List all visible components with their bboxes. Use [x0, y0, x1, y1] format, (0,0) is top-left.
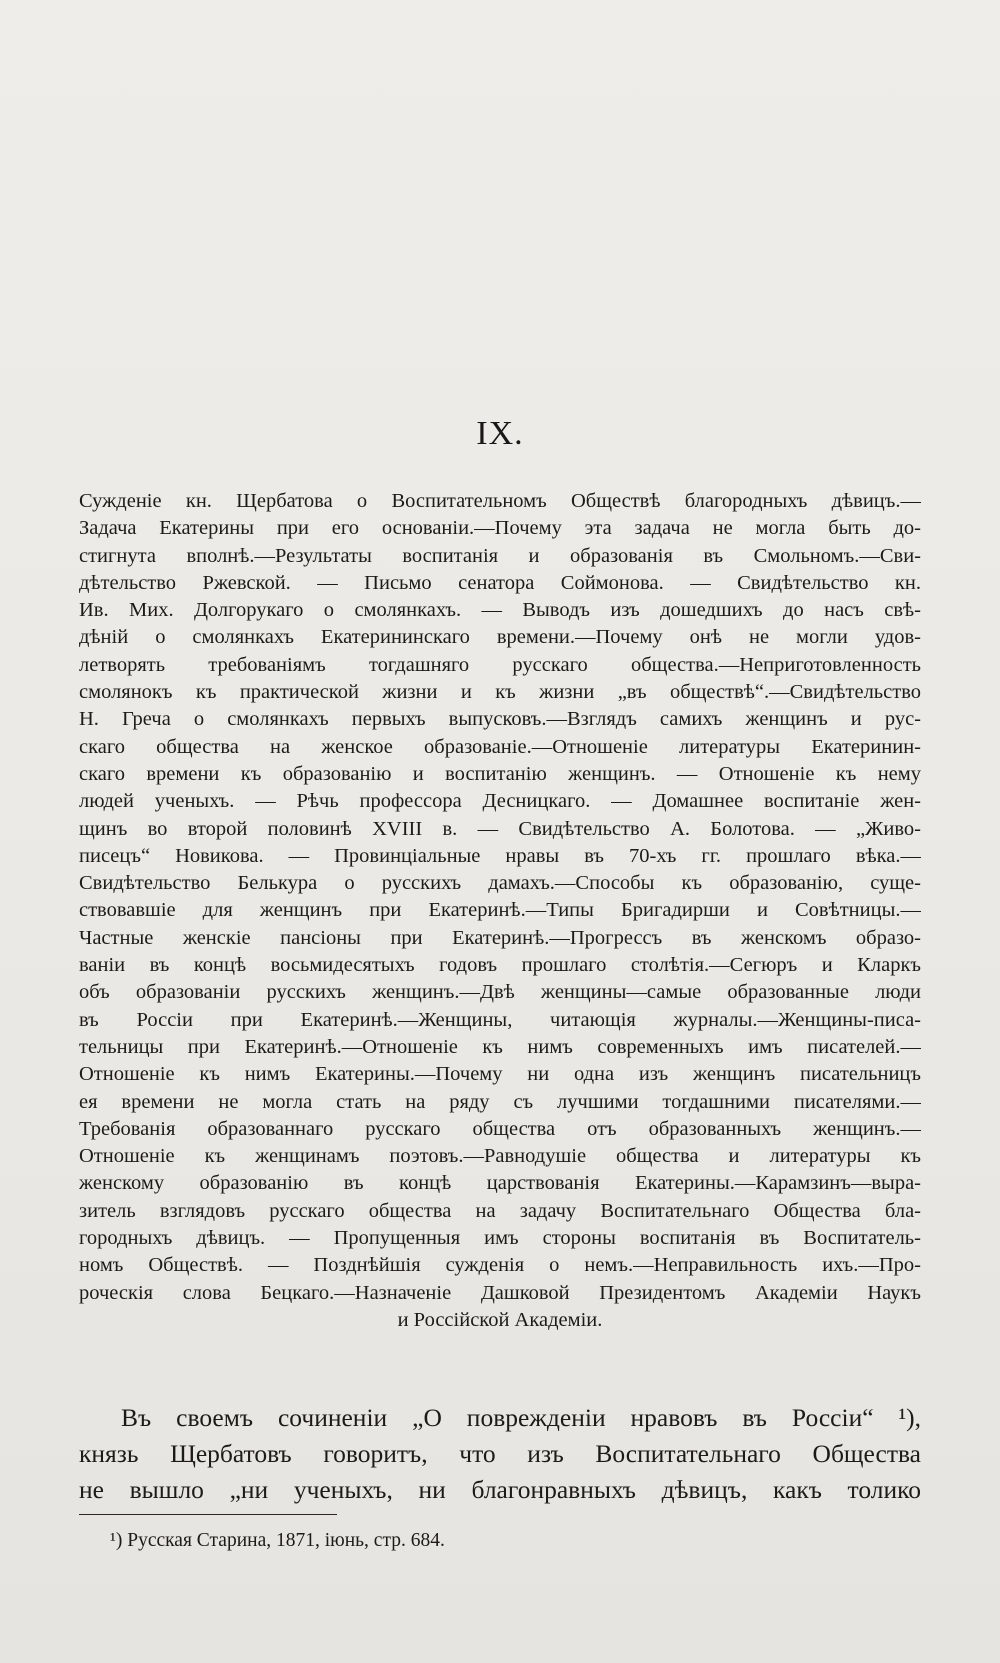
summary-line: стигнута вполнѣ.—Результаты воспитанія и образованія въ Смольномъ.—Сви-	[79, 544, 921, 567]
summary-line: роческія слова Бецкаго.—Назначеніе Дашковой Президентомъ Академіи Наукъ	[79, 1281, 921, 1304]
summary-line: дѣтельство Ржевской. — Письмо сенатора Соймонова. — Свидѣтельство кн.	[79, 571, 921, 594]
chapter-heading: IX.	[476, 415, 524, 452]
summary-line: дѣній о смолянкахъ Екатерининскаго времени.—Почему онѣ не могли удов-	[79, 626, 921, 649]
summary-line: городныхъ дѣвицъ. — Пропущенныя имъ стороны воспитанія въ Воспитатель-	[79, 1227, 921, 1250]
footnote	[110, 1528, 445, 1554]
summary-line: ствовавшіе для женщинъ при Екатеринѣ.—Типы Бригадирши и Совѣтницы.—	[79, 899, 921, 922]
summary-line: женскому образованію въ концѣ царствованія Екатерины.—Карамзинъ—выра-	[79, 1172, 921, 1195]
summary-line: Ив. Мих. Долгорукаго о смолянкахъ. — Выводъ изъ дошедшихъ до насъ свѣ-	[79, 599, 921, 622]
summary-line: скаго общества на женское образованіе.—Отношеніе литературы Екатеринин-	[79, 735, 921, 758]
summary-line: писецъ“ Новикова. — Провинціальные нравы въ 70-хъ гг. прошлаго вѣка.—	[79, 844, 921, 867]
chapter-summary	[79, 488, 921, 1334]
footnote-text: Русская Старина, 1871, іюнь, стр. 684.	[127, 1530, 445, 1551]
summary-line: тельницы при Екатеринѣ.—Отношеніе къ нимъ современныхъ имъ писателей.—	[79, 1035, 921, 1058]
body-line: не вышло „ни ученыхъ, ни благонравныхъ дѣвицъ, какъ толико	[79, 1475, 921, 1504]
summary-line: Н. Греча о смолянкахъ первыхъ выпусковъ.—Взглядъ самихъ женщинъ и рус-	[79, 708, 921, 731]
footnote-marker: ¹)	[110, 1530, 123, 1551]
body-text	[79, 1400, 921, 1508]
summary-line: ваніи въ концѣ восьмидесятыхъ годовъ прошлаго столѣтія.—Сегюръ и Кларкъ	[79, 954, 921, 977]
summary-line: Требованія образованнаго русскаго общества отъ образованныхъ женщинъ.—	[79, 1117, 921, 1140]
summary-line: Отношеніе къ нимъ Екатерины.—Почему ни одна изъ женщинъ писательницъ	[79, 1063, 921, 1086]
summary-line: Свидѣтельство Белькура о русскихъ дамахъ.—Способы къ образованію, суще-	[79, 872, 921, 895]
summary-line: Задача Екатерины при его основаніи.—Почему эта задача не могла быть до-	[79, 517, 921, 540]
summary-line: щинъ во второй половинѣ XVIII в. — Свидѣтельство А. Болотова. — „Живо-	[79, 817, 921, 840]
summary-line: и Россійской Академіи.	[397, 1308, 603, 1331]
summary-line: смолянокъ къ практической жизни и къ жизни „въ обществѣ“.—Свидѣтельство	[79, 681, 921, 704]
summary-line: зитель взглядовъ русскаго общества на задачу Воспитательнаго Общества бла-	[79, 1199, 921, 1222]
body-line: князь Щербатовъ говоритъ, что изъ Воспитательнаго Общества	[79, 1439, 921, 1468]
footnote-divider	[79, 1514, 337, 1515]
summary-line: Сужденіе кн. Щербатова о Воспитательномъ Обществѣ благородныхъ дѣвицъ.—	[79, 490, 921, 512]
body-line: Въ своемъ сочиненіи „О поврежденіи нравовъ въ Россіи“ ¹),	[121, 1403, 921, 1432]
summary-line: въ Россіи при Екатеринѣ.—Женщины, читающія журналы.—Женщины-писа-	[79, 1008, 921, 1031]
summary-line: Частные женскіе пансіоны при Екатеринѣ.—Прогрессъ въ женскомъ образо-	[79, 926, 921, 949]
summary-line: летворять требованіямъ тогдашняго русскаго общества.—Неприготовленность	[79, 653, 921, 676]
summary-line: номъ Обществѣ. — Позднѣйшія сужденія о немъ.—Неправильность ихъ.—Про-	[79, 1254, 921, 1277]
summary-line: скаго времени къ образованію и воспитанію женщинъ. — Отношеніе къ нему	[79, 762, 921, 785]
summary-line: людей ученыхъ. — Рѣчь профессора Десницкаго. — Домашнее воспитаніе жен-	[79, 790, 921, 813]
summary-line: Отношеніе къ женщинамъ поэтовъ.—Равнодушіе общества и литературы къ	[79, 1145, 921, 1168]
summary-line: ея времени не могла стать на ряду съ лучшими тогдашними писателями.—	[79, 1090, 921, 1113]
summary-line: объ образованіи русскихъ женщинъ.—Двѣ женщины—самые образованные люди	[79, 981, 921, 1004]
